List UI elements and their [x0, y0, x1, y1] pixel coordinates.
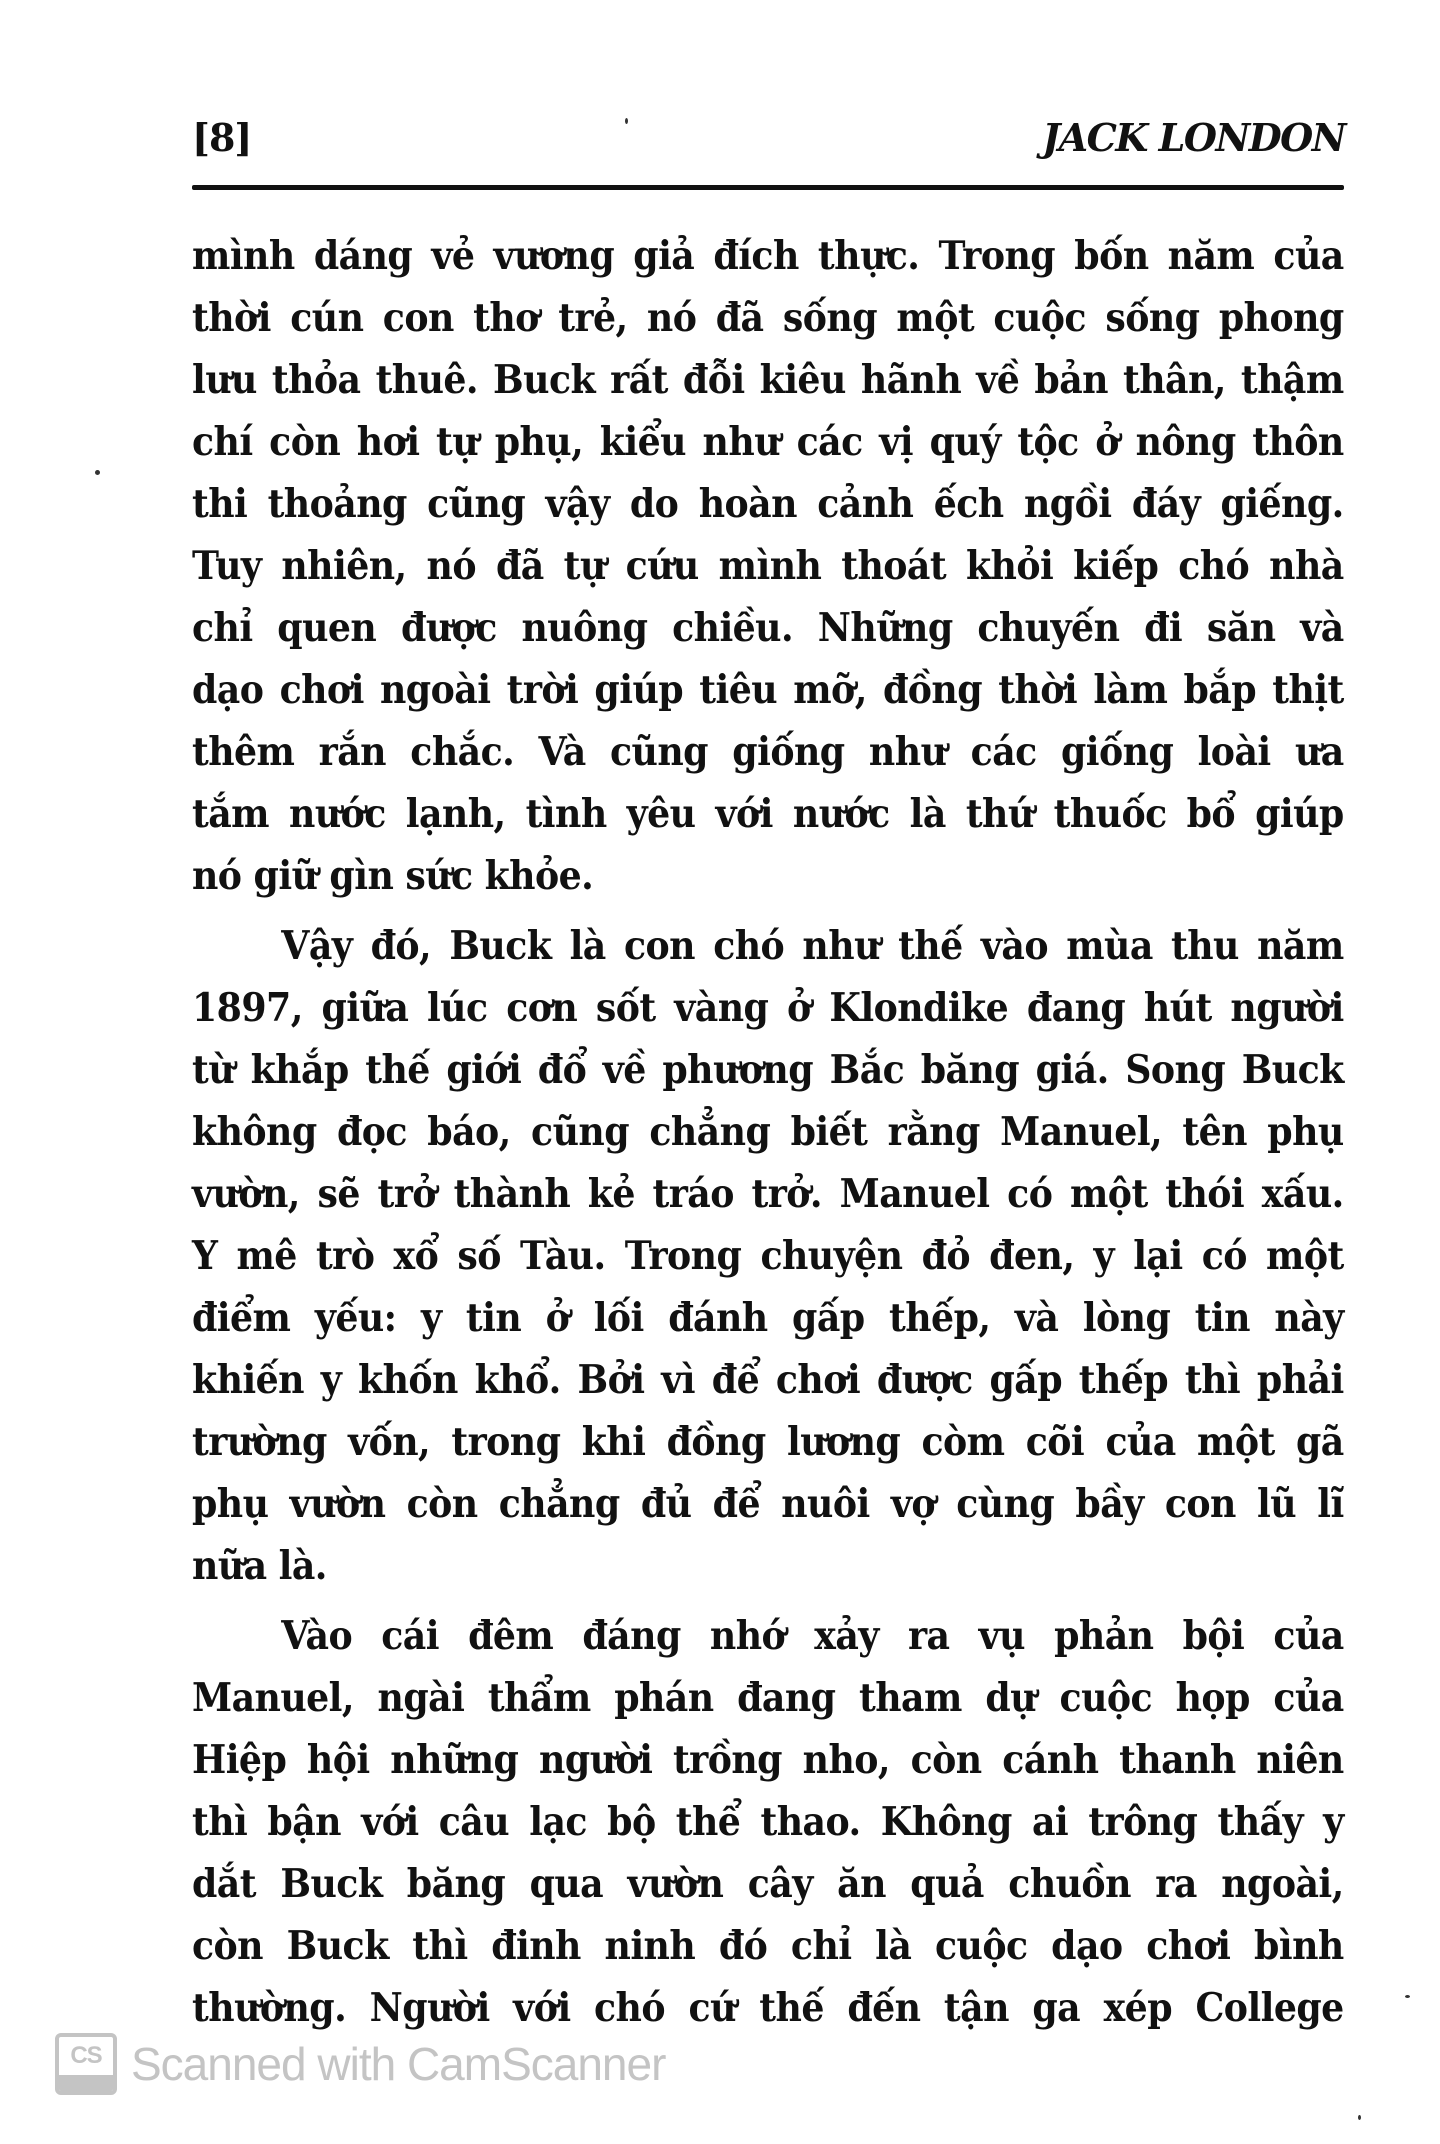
- page-number: [8]: [192, 115, 252, 160]
- text-line: nữa là.: [192, 1543, 327, 1589]
- text-line: mình dáng vẻ vương giả đích thực. Trong bốn năm của: [192, 233, 1344, 279]
- text-line: không đọc báo, cũng chẳng biết rằng Manuel, tên phụ: [192, 1109, 1344, 1155]
- scan-speck: [1405, 1995, 1410, 1998]
- text-line: 1897, giữa lúc cơn sốt vàng ở Klondike đang hút người: [192, 985, 1344, 1031]
- text-line: Y mê trò xổ số Tàu. Trong chuyện đỏ đen, y lại có một: [192, 1233, 1344, 1279]
- text-line: Vào cái đêm đáng nhớ xảy ra vụ phản bội của: [281, 1613, 1344, 1659]
- logo-bar: [59, 2075, 113, 2091]
- text-line: lưu thỏa thuê. Buck rất đỗi kiêu hãnh về bản thân, thậm: [192, 357, 1344, 403]
- text-line: chỉ quen được nuông chiều. Những chuyến đi săn và: [192, 605, 1344, 651]
- paragraph-2: [192, 915, 1344, 1597]
- text-line: còn Buck thì đinh ninh đó chỉ là cuộc dạo chơi bình: [192, 1923, 1344, 1969]
- text-line: dắt Buck băng qua vườn cây ăn quả chuồn ra ngoài,: [192, 1861, 1344, 1907]
- text-line: thi thoảng cũng vậy do hoàn cảnh ếch ngồi đáy giếng.: [192, 481, 1344, 527]
- watermark-text: Scanned with CamScanner: [131, 2038, 666, 2090]
- running-title: JACK LONDON: [1042, 115, 1345, 160]
- text-line: trường vốn, trong khi đồng lương còm cõi của một gã: [192, 1419, 1344, 1465]
- logo-text: CS: [70, 2042, 102, 2069]
- paragraph-3: [192, 1605, 1344, 2039]
- text-line: Hiệp hội những người trồng nho, còn cánh thanh niên: [192, 1737, 1344, 1783]
- text-line: tắm nước lạnh, tình yêu với nước là thứ thuốc bổ giúp: [192, 791, 1344, 837]
- text-line: khiến y khốn khổ. Bởi vì để chơi được gấp thếp thì phải: [192, 1357, 1344, 1403]
- text-line: Tuy nhiên, nó đã tự cứu mình thoát khỏi kiếp chó nhà: [192, 543, 1344, 589]
- scan-speck: [1358, 2115, 1361, 2120]
- text-line: điểm yếu: y tin ở lối đánh gấp thếp, và lòng tin này: [192, 1295, 1344, 1341]
- body-text: [192, 225, 1344, 2039]
- text-line: vườn, sẽ trở thành kẻ tráo trở. Manuel có một thói xấu.: [192, 1171, 1344, 1217]
- text-line: thời cún con thơ trẻ, nó đã sống một cuộc sống phong: [192, 295, 1344, 341]
- paragraph-gap: [192, 1597, 1344, 1605]
- camscanner-watermark: [55, 2035, 665, 2093]
- camscanner-logo-icon: [55, 2033, 117, 2095]
- text-line: chí còn hơi tự phụ, kiểu như các vị quý tộc ở nông thôn: [192, 419, 1344, 465]
- text-line: thường. Người với chó cứ thế đến tận ga xép College: [192, 1985, 1344, 2031]
- paragraph-1: [192, 225, 1344, 907]
- scan-speck: [625, 118, 628, 124]
- paragraph-gap: [192, 907, 1344, 915]
- text-line: Vậy đó, Buck là con chó như thế vào mùa thu năm: [281, 923, 1344, 969]
- text-line: Manuel, ngài thẩm phán đang tham dự cuộc họp của: [192, 1675, 1344, 1721]
- text-line: dạo chơi ngoài trời giúp tiêu mỡ, đồng thời làm bắp thịt: [192, 667, 1344, 713]
- text-line: nó giữ gìn sức khỏe.: [192, 853, 594, 899]
- scan-speck: [95, 470, 100, 475]
- text-line: thêm rắn chắc. Và cũng giống như các giống loài ưa: [192, 729, 1344, 775]
- header-rule: [192, 185, 1344, 190]
- text-line: phụ vườn còn chẳng đủ để nuôi vợ cùng bầy con lũ lĩ: [192, 1481, 1344, 1527]
- text-line: từ khắp thế giới đổ về phương Bắc băng giá. Song Buck: [192, 1047, 1344, 1093]
- text-line: thì bận với câu lạc bộ thể thao. Không ai trông thấy y: [192, 1799, 1344, 1845]
- page-header: [192, 110, 1345, 166]
